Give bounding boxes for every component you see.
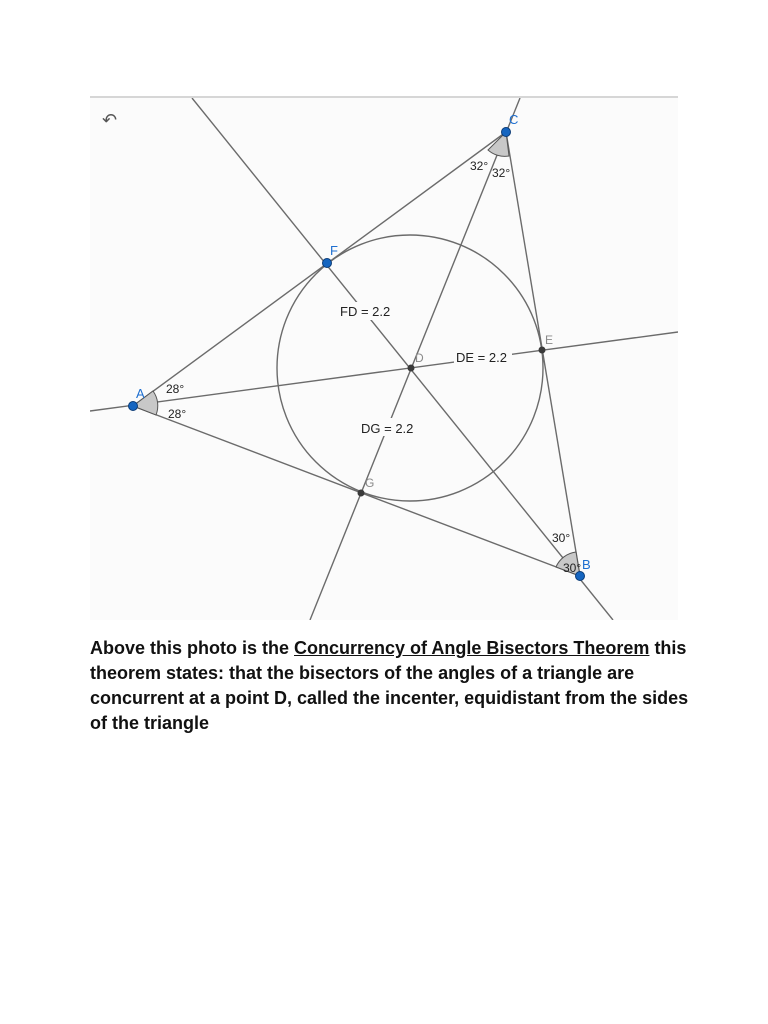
label-C: C xyxy=(509,112,519,127)
distance-DE: DE = 2.2 xyxy=(456,350,507,365)
label-D: D xyxy=(415,351,424,365)
label-B: B xyxy=(582,557,591,572)
triangle-diagram xyxy=(90,98,678,620)
caption-body: this theorem states: that the bisectors of the angles of a triangle are concurrent at a point D, called the incenter, equidistant from the sides of the triangle xyxy=(90,638,689,733)
label-A: A xyxy=(136,386,145,401)
angle-label-A-top: 28° xyxy=(166,382,185,396)
side-AC xyxy=(133,132,506,406)
angle-label-B-bottom: 30° xyxy=(563,561,582,575)
bisector-from-A-line xyxy=(90,332,678,411)
angle-label-C-right: 32° xyxy=(492,166,511,180)
angle-label-B-top: 30° xyxy=(552,531,571,545)
theorem-name-link: Concurrency of Angle Bisectors Theorem xyxy=(294,638,650,658)
label-E: E xyxy=(545,333,554,347)
bisector-from-B-line xyxy=(192,98,613,620)
geometry-figure xyxy=(90,96,678,620)
distance-FD: FD = 2.2 xyxy=(340,304,391,319)
label-G: G xyxy=(365,476,375,490)
caption-lead: Above this photo is the xyxy=(90,638,295,658)
point-F[interactable] xyxy=(323,259,332,268)
point-E[interactable] xyxy=(539,347,546,354)
angle-label-A-bottom: 28° xyxy=(168,407,187,421)
undo-arrow-icon[interactable]: ↶ xyxy=(102,110,118,131)
point-A[interactable] xyxy=(129,402,138,411)
point-D[interactable] xyxy=(408,365,415,372)
side-AB xyxy=(133,406,580,576)
label-F: F xyxy=(330,243,338,258)
point-G[interactable] xyxy=(358,490,365,497)
point-C[interactable] xyxy=(502,128,511,137)
angle-label-C-left: 32° xyxy=(470,159,489,173)
distance-DG: DG = 2.2 xyxy=(361,421,414,436)
caption-paragraph xyxy=(90,636,690,736)
